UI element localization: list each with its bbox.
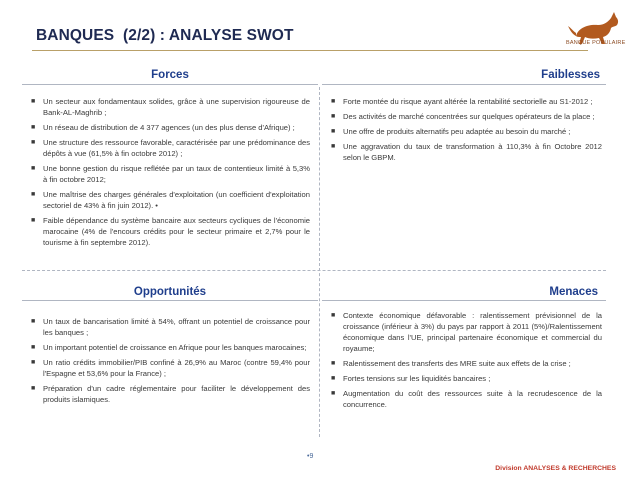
list-item: ■ Une aggravation du taux de transformation à 110,3% à fin Octobre 2012 selon le GBPM. [331, 142, 602, 162]
list-item: ■ Une bonne gestion du risque reflétée par un taux de contentieux limité à 5,3% à fin octobre 2012; [31, 164, 310, 184]
title-underline [32, 50, 588, 51]
bullet-icon: ■ [331, 312, 336, 319]
bullet-icon: ■ [331, 390, 336, 397]
vertical-divider [319, 87, 320, 437]
bullet-icon: ■ [31, 124, 36, 131]
menaces-heading-rule [322, 300, 606, 301]
bullet-icon: ■ [31, 98, 36, 105]
footer-division: Division ANALYSES & RECHERCHES [495, 465, 616, 472]
forces-heading: Forces [151, 69, 189, 81]
bullet-icon: ■ [331, 360, 336, 367]
list-item: ■ Augmentation du coût des ressources suite à la recrudescence de la concurrence. [331, 389, 602, 409]
bullet-icon: ■ [31, 191, 36, 198]
forces-list [30, 96, 310, 252]
list-item: ■ Un ratio crédits immobilier/PIB confiné à 26,9% au Maroc (contre 59,4% pour l'Espagne et 53,6% pour la France) ; [31, 358, 310, 378]
list-item: ■ Un réseau de distribution de 4 377 agences (un des plus dense d'Afrique) ; [31, 123, 295, 132]
faiblesses-heading-rule [322, 84, 606, 85]
horse-logo-icon [558, 6, 630, 56]
bullet-icon: ■ [31, 217, 36, 224]
list-item: ■ Un important potentiel de croissance en Afrique pour les banques marocaines; [31, 343, 307, 352]
list-item: ■ Préparation d'un cadre réglementaire pour faciliter le développement des produits islamiques. [31, 384, 310, 404]
list-item: ■ Un taux de bancarisation limité à 54%, offrant un potentiel de croissance pour les banques ; [31, 317, 310, 337]
list-item: ■ Une maîtrise des charges générales d'exploitation (un coefficient d'exploitation sectoriel de 43% à fin juin 2012). • [31, 190, 310, 210]
bullet-icon: ■ [331, 375, 336, 382]
list-item: ■ Un secteur aux fondamentaux solides, grâce à une supervision rigoureuse de Bank-AL-Maghrib ; [31, 97, 310, 117]
bullet-icon: ■ [31, 385, 36, 392]
faiblesses-heading: Faiblesses [541, 69, 600, 81]
bullet-icon: ■ [331, 128, 336, 135]
list-item: ■ Ralentissement des transferts des MRE suite aux effets de la crise ; [331, 359, 571, 368]
faiblesses-list [330, 96, 602, 167]
list-item: ■ Forte montée du risque ayant altérée la rentabilité sectorielle au S1-2012 ; [331, 97, 593, 106]
menaces-heading: Menaces [549, 286, 598, 298]
bullet-icon: ■ [31, 318, 36, 325]
bullet-icon: ■ [331, 98, 336, 105]
list-item: ■ Une offre de produits alternatifs peu adaptée au besoin du marché ; [331, 127, 571, 136]
list-item: ■ Une structure des ressource favorable, caractérisée par une prédominance des dépôts à vue (61,5% à fin octobre 2012) ; [31, 138, 310, 158]
list-item: ■ Fortes tensions sur les liquidités bancaires ; [331, 374, 491, 383]
opportunites-heading-rule [22, 300, 318, 301]
page-number: •9 [307, 453, 314, 460]
horizontal-divider [22, 270, 606, 271]
bullet-icon: ■ [31, 165, 36, 172]
list-item: ■ Des activités de marché concentrées sur quelques opérateurs de la place ; [331, 112, 595, 121]
opportunites-list [30, 316, 310, 409]
forces-heading-rule [22, 84, 318, 85]
page-title: BANQUES (2/2) : ANALYSE SWOT [36, 27, 294, 44]
menaces-list [330, 310, 602, 414]
bullet-icon: ■ [31, 359, 36, 366]
opportunites-heading: Opportunités [133, 286, 207, 298]
bullet-icon: ■ [331, 113, 336, 120]
bullet-icon: ■ [31, 139, 36, 146]
bullet-icon: ■ [31, 344, 36, 351]
list-item: ■ Contexte économique défavorable : ralentissement prévisionnel de la croissance (inférieur à 3%) du pays par rapport à 2011 (5%)/Ralentissement économique dans l'UE, principal partenaire économique et commercial du royaume; [331, 311, 602, 353]
list-item: ■ Faible dépendance du système bancaire aux secteurs cycliques de l'économie marocaine (4% de l'encours crédits pour le secteur primaire et 2,7% pour le tourisme à fin septembre 2012). [31, 216, 310, 247]
bullet-icon: ■ [331, 143, 336, 150]
logo-text: BANQUE POPULAIRE [566, 40, 626, 46]
